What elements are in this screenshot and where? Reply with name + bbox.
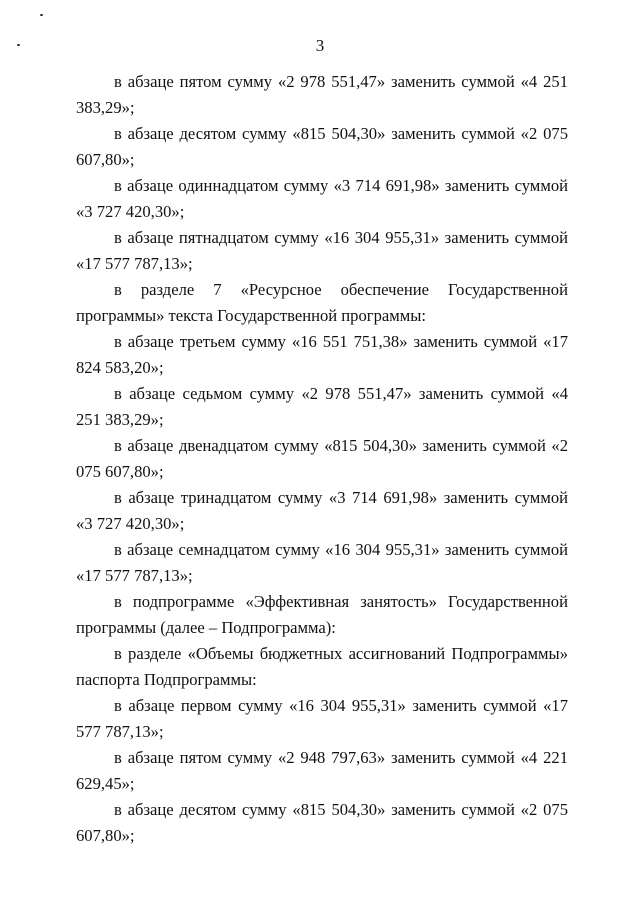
paragraph: в подпрограмме «Эффективная занятость» Государственной программы (далее – Подпрограмма): [76, 592, 568, 637]
scan-speck [40, 14, 43, 16]
paragraph: в разделе 7 «Ресурсное обеспечение Государственной программы» текста Государственной программы: [76, 280, 568, 325]
paragraph: в абзаце десятом сумму «815 504,30» заменить суммой «2 075 607,80»; [76, 124, 568, 169]
paragraph: в абзаце первом сумму «16 304 955,31» заменить суммой «17 577 787,13»; [76, 696, 568, 741]
document-body [76, 69, 568, 849]
paragraph: в абзаце седьмом сумму «2 978 551,47» заменить суммой «4 251 383,29»; [76, 384, 568, 429]
paragraph: в абзаце двенадцатом сумму «815 504,30» заменить суммой «2 075 607,80»; [76, 436, 568, 481]
paragraph: в абзаце десятом сумму «815 504,30» заменить суммой «2 075 607,80»; [76, 800, 568, 845]
paragraph: в абзаце третьем сумму «16 551 751,38» заменить суммой «17 824 583,20»; [76, 332, 568, 377]
paragraph: в абзаце тринадцатом сумму «3 714 691,98» заменить суммой «3 727 420,30»; [76, 488, 568, 533]
paragraph: в абзаце пятом сумму «2 948 797,63» заменить суммой «4 221 629,45»; [76, 748, 568, 793]
paragraph: в абзаце пятом сумму «2 978 551,47» заменить суммой «4 251 383,29»; [76, 72, 568, 117]
paragraph: в разделе «Объемы бюджетных ассигнований Подпрограммы» паспорта Подпрограммы: [76, 644, 568, 689]
paragraph: в абзаце одиннадцатом сумму «3 714 691,98» заменить суммой «3 727 420,30»; [76, 176, 568, 221]
page-number: 3 [315, 36, 325, 55]
paragraph: в абзаце семнадцатом сумму «16 304 955,31» заменить суммой «17 577 787,13»; [76, 540, 568, 585]
paragraph: в абзаце пятнадцатом сумму «16 304 955,31» заменить суммой «17 577 787,13»; [76, 228, 568, 273]
